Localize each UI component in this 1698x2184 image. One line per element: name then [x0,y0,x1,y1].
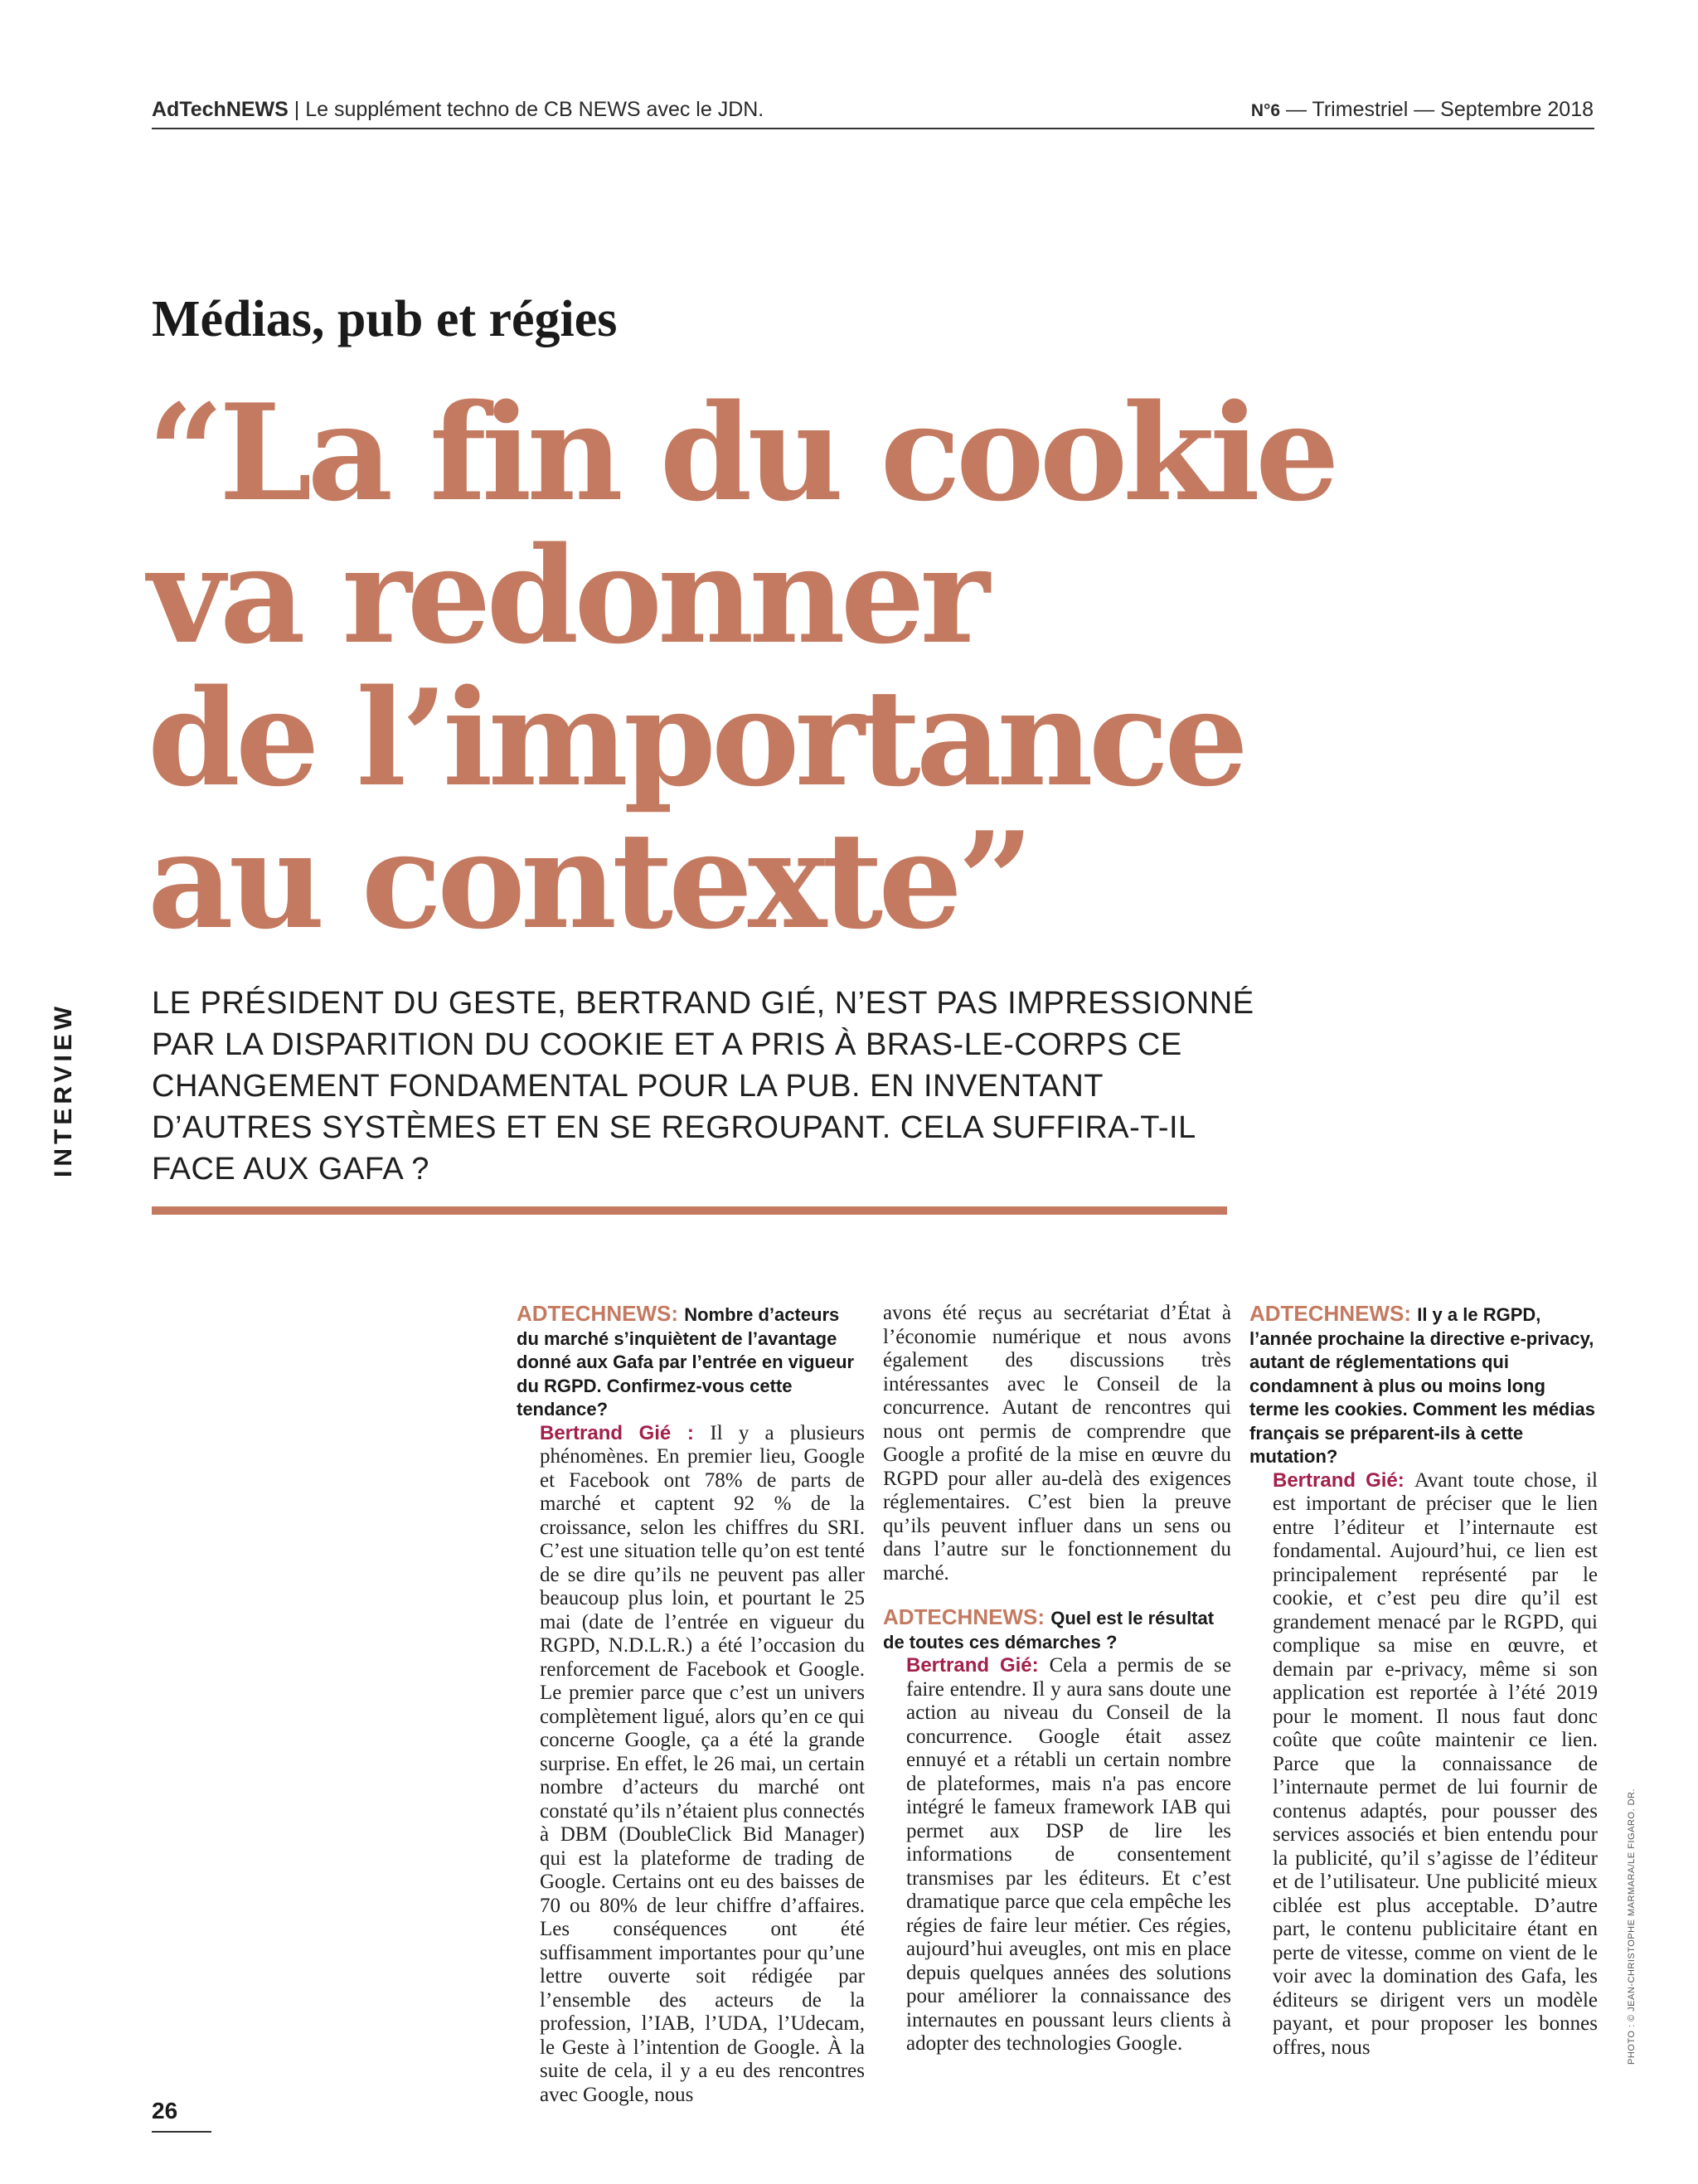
article-column-2 [883,1302,1231,2056]
question-lead: ADTECHNEWS: [883,1604,1051,1629]
article-column-1 [517,1302,865,2107]
accent-divider [152,1206,1227,1215]
answer-1 [517,1422,865,2108]
headline-line: de l’importance [148,660,1244,816]
question-text: Il y a le RGPD, l’année prochaine la directive e-privacy, autant de réglementations qui condamnent à plus ou moins long terme les cookies. Comment les médias français se préparent-ils à cette mutation? [1249,1304,1595,1467]
header-tagline: | Le supplément techno de CB NEWS avec le JDN. [288,98,764,121]
headline-line: va redonner [148,517,985,673]
side-label: INTERVIEW [50,1002,77,1177]
answer-text: Cela a permis de se faire entendre. Il y aura sans doute une action au niveau du Conseil de la concurrence. Google était assez ennuyé et a rétabli un certain nombre de plateformes, mais n'a pas encore intégré le fameux framework IAB qui permet aux DSP de lire les informations de consentement transmises par les éditeurs. Et c’est dramatique parce que cela empêche les régies de faire leur métier. Ces régies, aujourd’hui aveugles, ont mis en place depuis quelques années des solutions pour améliorer la connaissance des internautes en poussant leurs clients à adopter des technologies Google. [906,1654,1231,2055]
issue-date: — Trimestriel — Septembre 2018 [1280,98,1594,121]
answer-1-continued: avons été reçus au secrétariat d’État à l’économie numérique et nous avons également des discussions très intéressantes avec le Conseil de la concurrence. Autant de rencontres qui nous ont permis de comprendre que Google a profité de la mise en œuvre du RGPD pour aller au-delà des exigences réglementaires. C’est bien la preuve qu’ils peuvent influer dans un sens ou dans l’autre sur le fonctionnement du marché. [883,1302,1231,1585]
answer-lead: Bertrand Gié: [1273,1468,1414,1492]
issue-number: N°6 [1250,101,1281,120]
running-header [152,98,764,122]
headline [148,375,1391,959]
question-3 [1249,1302,1598,1469]
question-text: Quel est le résultat de toutes ces démarches ? [883,1608,1215,1653]
question-text: Nombre d’acteurs du marché s’inquiètent de l’avantage donné aux Gafa par l’entrée en vigueur du RGPD. Confirmez-vous cette tendance? [517,1304,855,1420]
answer-3 [1249,1469,1598,2060]
header-divider [152,128,1594,129]
page-number-rule [152,2131,211,2133]
question-lead: ADTECHNEWS: [1249,1301,1418,1326]
brand-name: AdTechNEWS [152,98,289,121]
answer-text: Avant toute chose, il est important de préciser que le lien entre l’éditeur et l’internaute est fondamental. Aujourd’hui, ce lien est principalement représenté par le cookie, et c’est peu dire qu’il est grandement menacé par le RGPD, qui complique sa mise en œuvre, et demain par e-privacy, même si son application est reportée à l’été 2019 pour le moment. Il nous faut donc coûte que coûte maintenir ce lien. Parce que la connaissance de l’internaute permet de lui fournir de contenus adaptés, pour pousser des services associés et bien entendu pour la publicité, qu’il s’agisse de l’éditeur et de l’utilisateur. Une publicité mieux ciblée est plus acceptable. D’autre part, le contenu publicitaire étant en perte de vitesse, comme on vient de le voir avec la domination des Gafa, les éditeurs se dirigent vers un modèle payant, et pour proposer les bonnes offres, nous [1273,1468,1599,2059]
photo-credit: PHOTO : © JEAN-CHRISTOPHE MARMARA/LE FIGARO. DR. [1627,1788,1637,2065]
answer-lead: Bertrand Gié: [906,1654,1050,1677]
headline-line: “La fin du cookie [148,375,1335,531]
question-lead: ADTECHNEWS: [517,1301,685,1326]
page-number: 26 [152,2098,178,2123]
answer-lead: Bertrand Gié : [540,1421,711,1444]
issue-info [1251,98,1594,122]
answer-2 [883,1654,1231,2056]
section-title: Médias, pub et régies [152,291,618,347]
standfirst: LE PRÉSIDENT DU GESTE, BERTRAND GIÉ, N’EST PAS IMPRESSIONNÉ PAR LA DISPARITION DU COOKIE ET A PRIS À BRAS-LE-CORPS CE CHANGEMENT FONDAMENTAL POUR LA PUB. EN INVENTANT D’AUTRES SYSTÈMES ET EN SE REGROUPANT. CELA SUFFIRA-T-IL FACE AUX GAFA ? [152,986,1254,1187]
headline-line: au contexte” [148,803,1029,959]
question-2 [883,1605,1231,1654]
question-1 [517,1302,865,1422]
answer-text: Il y a plusieurs phénomènes. En premier lieu, Google et Facebook ont 78% de parts de marché et captent 92 % de la croissance, selon les chiffres du SRI. C’est une situation telle qu’on est tenté de se dire qu’ils ne peuvent pas aller beaucoup plus loin, et pourtant le 25 mai (date de l’entrée en vigueur du RGPD, N.D.L.R.) a été l’occasion du renforcement de Facebook et Google. Le premier parce que c’est un univers complètement ligué, alors qu’en ce qui concerne Google, ça a été la grande surprise. En effet, le 26 mai, un certain nombre d’acteurs du marché ont constaté qu’ils n’étaient plus connectés à DBM (DoubleClick Bid Manager) qui est la plateforme de trading de Google. Certains ont eu des baisses de 70 ou 80% de leur chiffre d’affaires. Les conséquences ont été suffisamment importantes pour qu’une lettre ouverte soit rédigée par l’ensemble des acteurs de la profession, l’IAB, l’UDA, l’Udecam, le Geste à l’intention de Google. À la suite de cela, il y a eu des rencontres avec Google, nous [540,1421,865,2106]
article-column-3 [1249,1302,1598,2060]
